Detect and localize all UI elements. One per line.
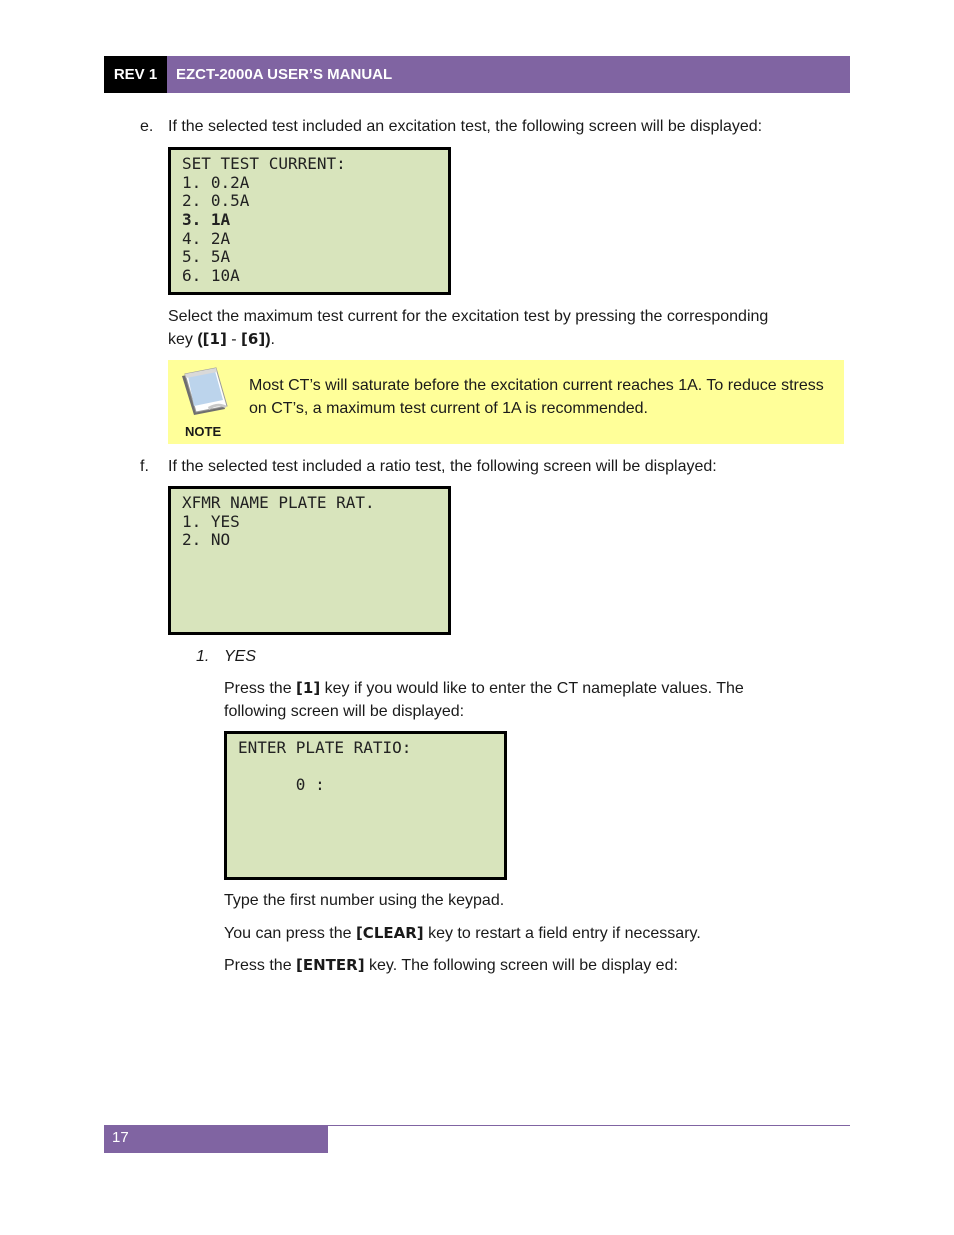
substep-1-title: YES [224,648,257,665]
step-e-text: If the selected test included an excitation test, the following screen will be displayed: [168,118,763,135]
lcd-line: SET TEST CURRENT: [182,154,346,173]
paren-open: ( [197,331,203,348]
lcd-line: 2. NO [182,530,231,550]
clear-key-text [224,922,824,945]
notepad-icon [178,367,232,417]
instruction-key-prefix: key [168,331,198,348]
lcd-line: 4. 2A [182,228,231,248]
lcd-line: 1. 0.2A [182,172,250,192]
instruction-end: . [270,331,275,348]
substep-1-marker: 1. [196,648,210,665]
key-6: [6] [241,330,266,348]
lcd-line: 5. 5A [182,247,231,267]
step-e-marker: e. [140,118,154,135]
clear-prefix: You can press the [224,925,356,942]
enter-prefix: Press the [224,957,297,974]
step-e-instruction [168,305,848,351]
enter-key-text [224,954,824,977]
type-first-number-text: Type the first number using the keypad. [224,892,505,909]
lcd-line [238,758,504,777]
step-f-text: If the selected test included a ratio test, the following screen will be displayed: [168,458,717,475]
press-prefix: Press the [224,680,297,697]
clear-suffix: key to restart a field entry if necessary. [423,925,701,942]
enter-key: [ENTER] [296,956,365,974]
lcd-xfmr-name-plate [168,486,451,635]
lcd-line: 0 : [238,775,325,795]
enter-suffix: key. The following screen will be display ed: [364,957,678,974]
lcd-set-test-current [168,147,451,295]
lcd-enter-plate-ratio [224,731,507,880]
lcd-line: XFMR NAME PLATE RAT. [182,493,375,512]
key-1: [1] [296,679,321,697]
step-f-marker: f. [140,458,149,475]
clear-key: [CLEAR] [355,924,424,942]
page-number: 17 [104,1126,328,1153]
note-text: Most CT’s will saturate before the excitation current reaches 1A. To reduce stress on CT’s, a maximum test current of 1A is recommended. [249,377,824,417]
substep-1-press-text [224,677,804,723]
lcd-line-selected: 3. 1A [182,210,231,230]
press-suffix: key if you would like to enter the CT nameplate values. The following screen will be displayed: [224,680,744,720]
lcd-line: ENTER PLATE RATIO: [238,738,412,757]
manual-title: EZCT-2000A USER’S MANUAL [167,56,850,93]
paren-close: ) [265,331,271,348]
revision-label: REV 1 [104,56,167,93]
key-dash: - [226,331,242,348]
lcd-line: 1. YES [182,511,240,531]
instruction-line-1: Select the maximum test current for the excitation test by pressing the corresponding [168,308,769,325]
key-1: [1] [202,330,227,348]
lcd-line: 6. 10A [182,266,240,286]
note-label: NOTE [185,424,222,439]
lcd-line: 2. 0.5A [182,191,250,211]
